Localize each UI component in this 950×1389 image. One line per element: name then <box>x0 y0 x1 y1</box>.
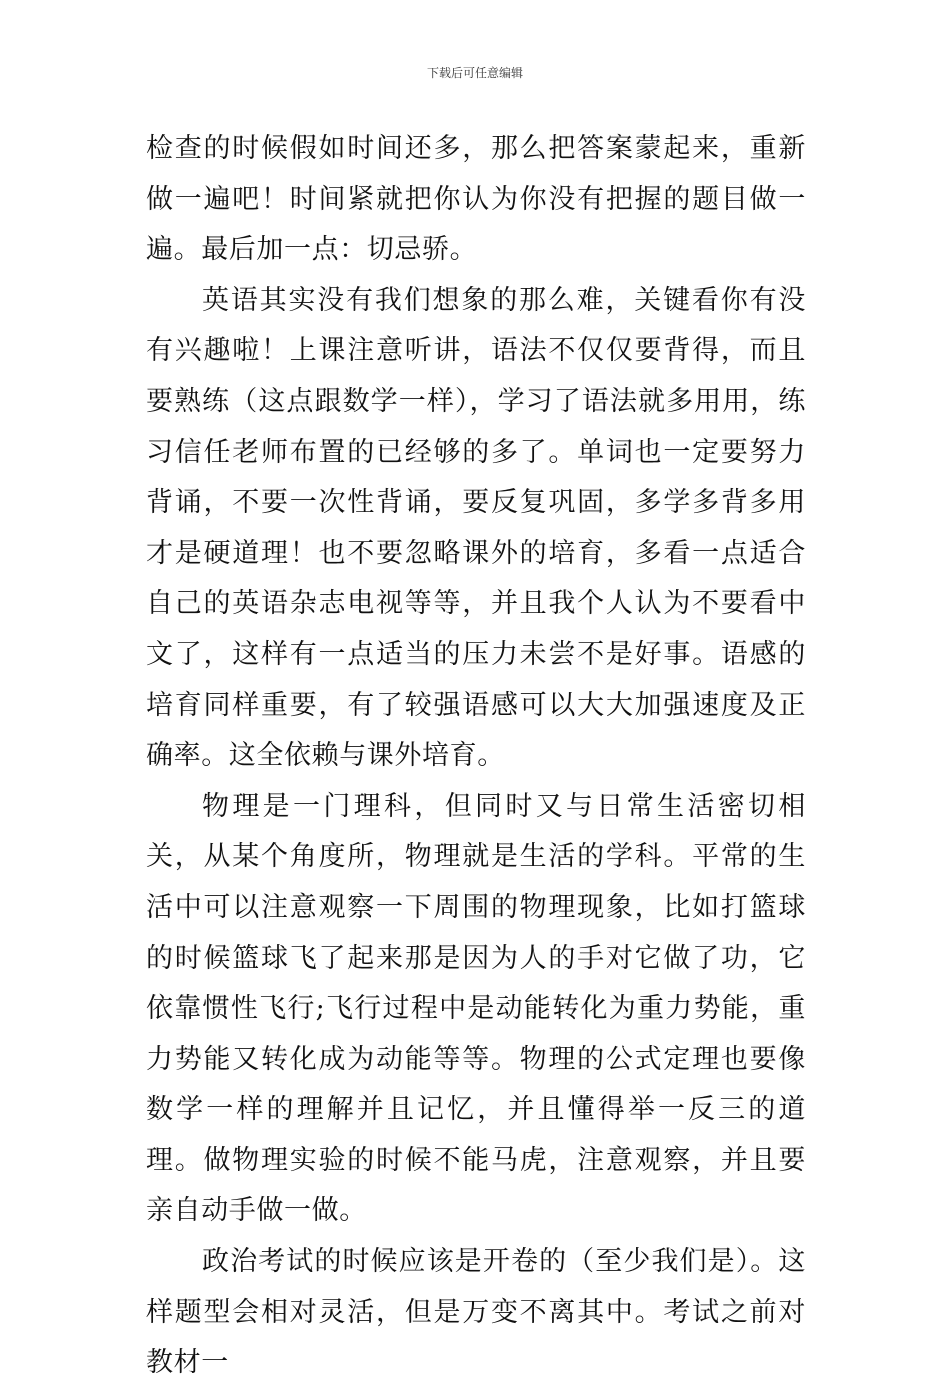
document-body <box>146 124 806 1389</box>
paragraph-review-tips: 检查的时候假如时间还多，那么把答案蒙起来，重新做一遍吧！时间紧就把你认为你没有把握的题目做一遍。最后加一点：切忌骄。 <box>146 133 806 266</box>
paragraph-physics: 物理是一门理科，但同时又与日常生活密切相关，从某个角度所，物理就是生活的学科。平常的生活中可以注意观察一下周围的物理现象，比如打篮球的时候篮球飞了起来那是因为人的手对它做了功，它依靠惯性飞行;飞行过程中是动能转化为重力势能，重力势能又转化成为动能等等。物理的公式定理也要像数学一样的理解并且记忆，并且懂得举一反三的道理。做物理实验的时候不能马虎，注意观察，并且要亲自动手做一做。 <box>146 790 806 1227</box>
paragraph-politics: 政治考试的时候应该是开卷的（至少我们是）。这样题型会相对灵活，但是万变不离其中。考试之前对教材一 <box>146 1246 806 1379</box>
page-header: 下载后可任意编辑 <box>426 66 523 80</box>
paragraph-english: 英语其实没有我们想象的那么难，关键看你有没有兴趣啦！上课注意听讲，语法不仅仅要背得，而且要熟练（这点跟数学一样），学习了语法就多用用，练习信任老师布置的已经够的多了。单词也一定要努力背诵，不要一次性背诵，要反复巩固，多学多背多用才是硬道理！也不要忽略课外的培育，多看一点适合自己的英语杂志电视等等，并且我个人认为不要看中文了，这样有一点适当的压力未尝不是好事。语感的培育同样重要，有了较强语感可以大大加强速度及正确率。这全依赖与课外培育。 <box>146 284 806 772</box>
